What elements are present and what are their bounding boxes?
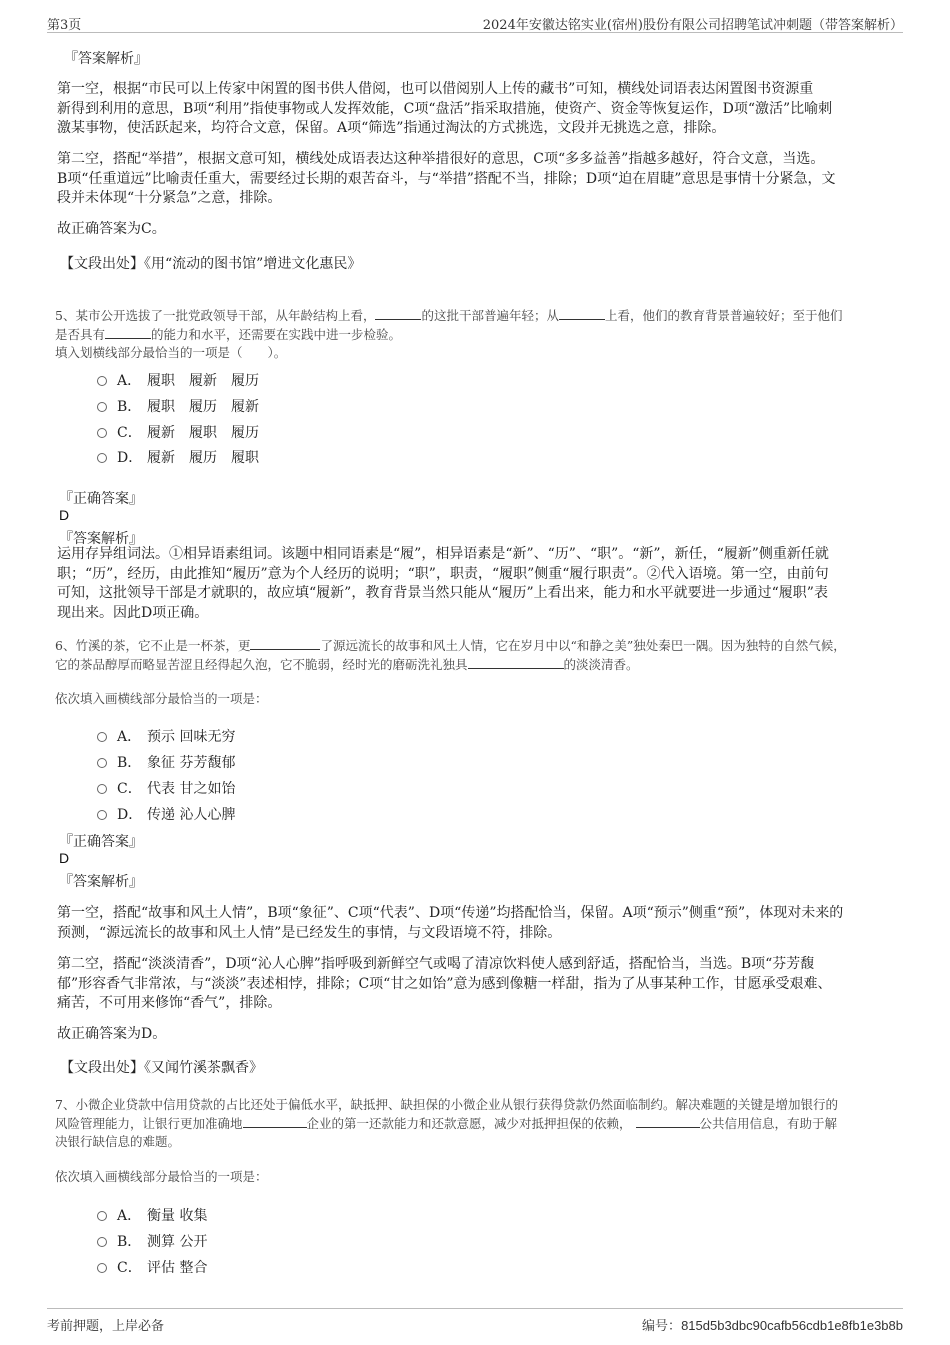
q5-analysis-label: 『答案解析』	[59, 531, 143, 547]
q5-option-d[interactable]: D． 履新 履历 履职	[97, 447, 259, 467]
q4-analysis-label: 『答案解析』	[64, 51, 148, 67]
text-line: 郁”形容香气非常浓，与“淡淡”表述相悖，排除；C项“甘之如饴”意为感到像糖一样甜，指为了从事某种工作，甘愿承受艰难、	[57, 975, 832, 992]
q6-option-c[interactable]: C． 代表 甘之如饴	[97, 778, 235, 798]
q4-analysis-paragraph-1	[57, 80, 832, 139]
radio-icon[interactable]	[97, 1263, 107, 1273]
text-line: 它的茶品醇厚而略显苦涩且经得起久泡，它不脆弱，经时光的磨砺洗礼独具 的淡淡清香。	[55, 656, 639, 672]
fill-blank	[105, 326, 151, 339]
radio-icon[interactable]	[97, 376, 107, 386]
q5-stem	[55, 307, 843, 363]
page-footer	[47, 1308, 903, 1333]
q4-analysis-paragraph-2	[57, 150, 835, 209]
text-line: 是否具有 的能力和水平，还需要在实践中进一步检验。	[55, 326, 402, 342]
q7-option-b[interactable]: B． 测算 公开	[97, 1231, 207, 1251]
text-line: 痛苦，不可用来修饰“香气”，排除。	[57, 995, 282, 1011]
text-line: 风险管理能力，让银行更加准确地 企业的第一还款能力和还款意愿，减少对抵押担保的依赖， 公共信用信息，有助于解	[55, 1115, 838, 1131]
text-line: 段并未体现“十分紧急”之意，排除。	[57, 190, 282, 206]
q6-correct-answer: D	[59, 850, 70, 866]
q7-prompt: 依次填入画横线部分最恰当的一项是：	[55, 1169, 268, 1184]
q5-option-b[interactable]: B． 履职 履历 履新	[97, 396, 259, 416]
radio-icon[interactable]	[97, 810, 107, 820]
fill-blank	[375, 307, 421, 320]
fill-blank	[243, 1115, 307, 1128]
q5-analysis	[57, 545, 829, 623]
q6-conclusion: 故正确答案为D。	[57, 1026, 167, 1042]
q6-source: 【文段出处】《又闻竹溪茶飘香》	[60, 1060, 263, 1076]
text-line: 5、某市公开选拔了一批党政领导干部，从年龄结构上看， 的这批干部普遍年轻；从 上看，他们的教育背景普遍较好；至于他们	[55, 308, 843, 323]
q4-source: 【文段出处】《用“流动的图书馆”增进文化惠民》	[60, 256, 362, 272]
q6-analysis-paragraph-2	[57, 955, 832, 1014]
page-header	[47, 10, 903, 33]
text-line: 可知，这批领导干部是才就职的，故应填“履新”，教育背景当然只能从“履历”上看出来，能力和水平就要进一步通过“履职”表	[57, 585, 828, 601]
radio-icon[interactable]	[97, 453, 107, 463]
fill-blank	[636, 1115, 700, 1128]
text-line: 预测，“源远流长的故事和风土人情”是已经发生的事情，与文段语境不符，排除。	[57, 924, 562, 941]
text-line: 第一空，搭配“故事和风土人情”，B项“象征”、C项“代表”、D项“传递”均搭配恰当，保留。A项“预示”侧重“预”，体现对未来的	[57, 905, 844, 921]
q6-option-a[interactable]: A． 预示 回味无穷	[97, 726, 235, 746]
q5-correct-label: 『正确答案』	[59, 491, 143, 507]
q7-option-a[interactable]: A． 衡量 收集	[97, 1205, 207, 1225]
question-prompt: 填入划横线部分最恰当的一项是（ ）。	[55, 345, 287, 360]
text-line: 现出来。因此D项正确。	[57, 604, 209, 621]
q4-conclusion: 故正确答案为C。	[57, 221, 166, 237]
text-line: 决银行缺信息的难题。	[55, 1134, 181, 1149]
text-line: 第二空，搭配“举措”，根据文意可知，横线处成语表达这种举措很好的意思，C项“多多益善”指越多越好，符合文意，当选。	[57, 151, 825, 167]
q6-option-b[interactable]: B． 象征 芬芳馥郁	[97, 752, 235, 772]
radio-icon[interactable]	[97, 402, 107, 412]
fill-blank	[559, 307, 605, 320]
document-code: 编号：815d5b3dbc90cafb56cdb1e8fb1e3b8b	[642, 1318, 903, 1334]
text-line: 7、小微企业贷款中信用贷款的占比还处于偏低水平，缺抵押、缺担保的小微企业从银行获得贷款仍然面临制约。解决难题的关键是增加银行的	[55, 1097, 838, 1112]
text-line: 运用存异组词法。①相异语素组词。该题中相同语素是“履”，相异语素是“新”、“历”、“职”。“新”，新任，“履新”侧重新任就	[57, 546, 829, 562]
radio-icon[interactable]	[97, 1211, 107, 1221]
q5-correct-answer: D	[59, 507, 70, 523]
page-number: 第3页	[47, 18, 82, 33]
q6-analysis-label: 『答案解析』	[59, 874, 143, 890]
fill-blank	[250, 637, 320, 650]
text-line: 第一空，根据“市民可以上传家中闲置的图书供人借阅，也可以借阅别人上传的藏书”可知，横线处词语表达闲置图书资源重	[57, 81, 814, 97]
text-line: 6、竹溪的茶，它不止是一杯茶，更 了源远流长的故事和风土人情，它在岁月中以“和静之美”独处秦巴一隅。因为独特的自然气候，	[55, 638, 846, 653]
q5-option-a[interactable]: A． 履职 履新 履历	[97, 370, 259, 390]
q6-correct-label: 『正确答案』	[59, 834, 143, 850]
q6-option-d[interactable]: D． 传递 沁人心脾	[97, 804, 235, 824]
fill-blank	[468, 656, 564, 669]
text-line: 职；“历”，经历，由此推知“履历”意为个人经历的说明；“职”，职责，“履职”侧重“履行职责”。②代入语境。第一空，由前句	[57, 565, 829, 582]
text-line: 新得到利用的意思，B项“利用”指使事物或人发挥效能，C项“盘活”指采取措施，使资产、资金等恢复运作，D项“激活”比喻刺	[57, 100, 833, 117]
radio-icon[interactable]	[97, 428, 107, 438]
q6-prompt: 依次填入画横线部分最恰当的一项是：	[55, 691, 268, 706]
q6-stem	[55, 637, 846, 674]
radio-icon[interactable]	[97, 1237, 107, 1247]
q5-option-c[interactable]: C． 履新 履职 履历	[97, 422, 259, 442]
text-line: B项“任重道远”比喻责任重大，需要经过长期的艰苦奋斗，与“举措”搭配不当，排除；D项“迫在眉睫”意思是事情十分紧急，文	[57, 170, 836, 187]
radio-icon[interactable]	[97, 758, 107, 768]
q7-stem	[55, 1096, 838, 1152]
footer-slogan: 考前押题，上岸必备	[47, 1319, 165, 1334]
document-title: 2024年安徽达铭实业(宿州)股份有限公司招聘笔试冲刺题（带答案解析）	[482, 18, 903, 33]
q7-option-c[interactable]: C． 评估 整合	[97, 1257, 207, 1277]
q6-analysis-paragraph-1	[57, 904, 843, 943]
text-line: 第二空，搭配“淡淡清香”，D项“沁人心脾”指呼吸到新鲜空气或喝了清凉饮料使人感到舒适，搭配恰当，当选。B项“芬芳馥	[57, 956, 815, 972]
radio-icon[interactable]	[97, 784, 107, 794]
text-line: 激某事物，使活跃起来，均符合文意，保留。A项“筛选”指通过淘汰的方式挑选，文段并无挑选之意，排除。	[57, 120, 726, 136]
radio-icon[interactable]	[97, 732, 107, 742]
